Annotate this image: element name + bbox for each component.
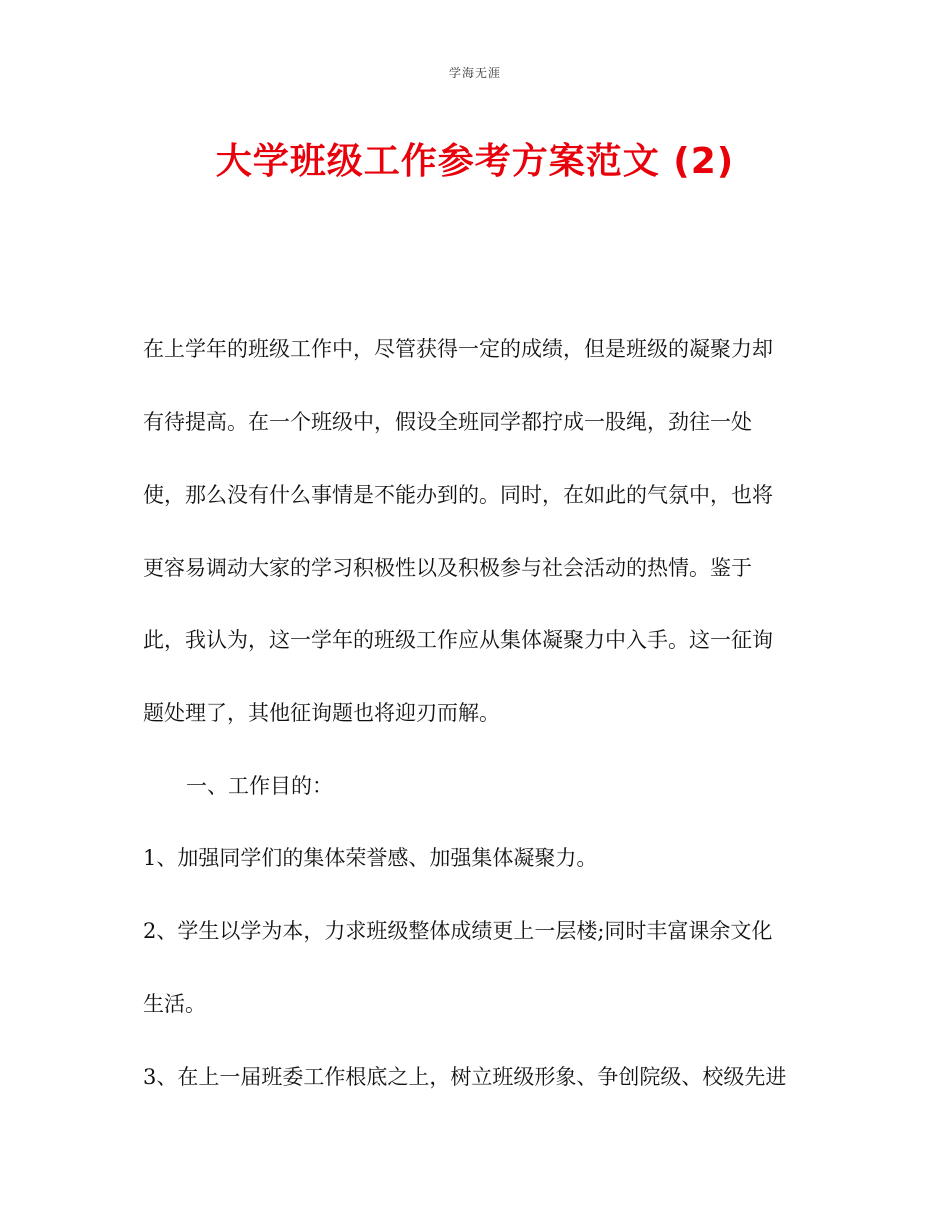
paragraph-line: 此，我认为，这一学年的班级工作应从集体凝聚力中入手。这一征询	[143, 628, 773, 652]
list-item: 2、学生以学为本，力求班级整体成绩更上一层楼;同时丰富课余文化	[143, 919, 773, 943]
paragraph-line: 使，那么没有什么事情是不能办到的。同时，在如此的气氛中，也将	[143, 483, 773, 507]
list-item: 1、加强同学们的集体荣誉感、加强集体凝聚力。	[143, 846, 598, 870]
list-item: 3、在上一届班委工作根底之上，树立班级形象、争创院级、校级先进	[143, 1065, 787, 1089]
document-title: 大学班级工作参考方案范文 (2)	[215, 141, 735, 182]
paragraph-line: 有待提高。在一个班级中，假设全班同学都拧成一股绳，劲往一处	[143, 410, 752, 434]
paragraph-line: 题处理了，其他征询题也将迎刃而解。	[143, 701, 500, 725]
section-heading: 一、工作目的：	[186, 774, 333, 798]
page-header: 学海无涯	[448, 66, 501, 80]
paragraph-line: 更容易调动大家的学习积极性以及积极参与社会活动的热情。鉴于	[143, 556, 752, 580]
list-item-continuation: 生活。	[143, 992, 206, 1016]
paragraph-line: 在上学年的班级工作中，尽管获得一定的成绩，但是班级的凝聚力却	[143, 337, 773, 361]
